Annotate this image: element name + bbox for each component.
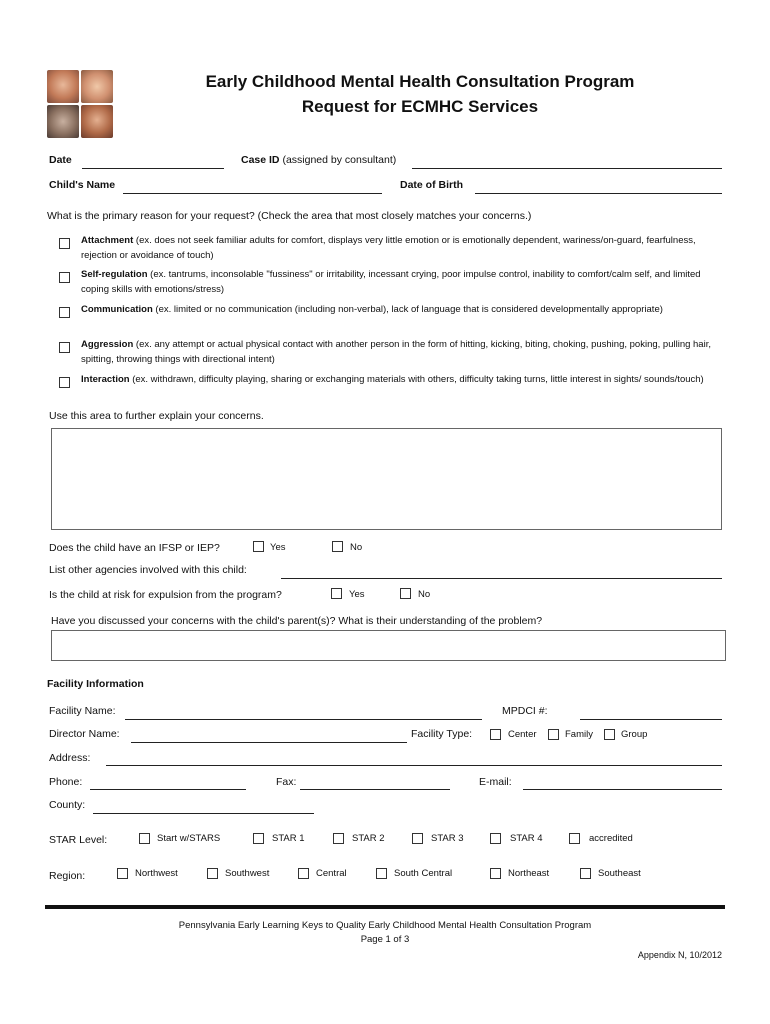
self-regulation-checkbox[interactable] bbox=[59, 272, 70, 283]
phone-field[interactable] bbox=[90, 789, 246, 790]
county-label: County: bbox=[49, 799, 86, 811]
interaction-title: Interaction bbox=[81, 374, 130, 385]
program-logo bbox=[47, 70, 113, 138]
type-center-label: Center bbox=[508, 729, 537, 740]
facility-name-label: Facility Name: bbox=[49, 705, 116, 717]
childs-name-label: Child's Name bbox=[49, 179, 116, 191]
email-field[interactable] bbox=[523, 789, 722, 790]
agencies-field[interactable] bbox=[281, 578, 722, 579]
agencies-label: List other agencies involved with this child: bbox=[49, 564, 247, 576]
region-central-label: Central bbox=[316, 868, 347, 879]
star-start-checkbox[interactable] bbox=[139, 833, 150, 844]
region-southeast-label: Southeast bbox=[598, 868, 641, 879]
logo-photo-4 bbox=[81, 105, 113, 138]
county-field[interactable] bbox=[93, 813, 314, 814]
expulsion-yes-checkbox[interactable] bbox=[331, 588, 342, 599]
aggression-title: Aggression bbox=[81, 339, 134, 350]
mpdci-label: MPDCI #: bbox=[502, 705, 548, 717]
region-central-checkbox[interactable] bbox=[298, 868, 309, 879]
accredited-checkbox[interactable] bbox=[569, 833, 580, 844]
concerns-textarea[interactable] bbox=[51, 428, 722, 530]
expulsion-no-checkbox[interactable] bbox=[400, 588, 411, 599]
type-family-checkbox[interactable] bbox=[548, 729, 559, 740]
ifsp-no-label: No bbox=[350, 542, 363, 553]
region-northwest-label: Northwest bbox=[135, 868, 178, 879]
type-family-label: Family bbox=[565, 729, 593, 740]
aggression-option bbox=[81, 337, 721, 367]
ifsp-no-checkbox[interactable] bbox=[332, 541, 343, 552]
case-id-note: (assigned by consultant) bbox=[279, 154, 397, 166]
region-south-central-checkbox[interactable] bbox=[376, 868, 387, 879]
star-level-label: STAR Level: bbox=[49, 834, 108, 846]
self-regulation-desc: (ex. tantrums, inconsolable "fussiness" or irritability, incessant crying, poor impulse control, inability to comfort/calm self, and limited coping skills with emotions/stress) bbox=[81, 269, 701, 295]
interaction-checkbox[interactable] bbox=[59, 377, 70, 388]
star-3-checkbox[interactable] bbox=[412, 833, 423, 844]
attachment-title: Attachment bbox=[81, 235, 134, 246]
director-name-label: Director Name: bbox=[49, 728, 120, 740]
communication-checkbox[interactable] bbox=[59, 307, 70, 318]
star-4-checkbox[interactable] bbox=[490, 833, 501, 844]
footer-appendix: Appendix N, 10/2012 bbox=[637, 950, 722, 960]
region-south-central-label: South Central bbox=[394, 868, 453, 879]
region-northwest-checkbox[interactable] bbox=[117, 868, 128, 879]
reason-question: What is the primary reason for your request? (Check the area that most closely matches your concerns.) bbox=[47, 210, 532, 222]
facility-type-label: Facility Type: bbox=[411, 728, 473, 740]
logo-photo-3 bbox=[47, 105, 79, 138]
date-label: Date bbox=[49, 154, 72, 166]
address-label: Address: bbox=[49, 752, 91, 764]
communication-option bbox=[81, 302, 721, 317]
star-start-label: Start w/STARS bbox=[157, 833, 221, 844]
self-regulation-option bbox=[81, 267, 721, 297]
case-id-field[interactable] bbox=[412, 168, 722, 169]
region-southwest-label: Southwest bbox=[225, 868, 270, 879]
attachment-option bbox=[81, 233, 721, 263]
discussed-question: Have you discussed your concerns with the child's parent(s)? What is their understanding of the problem? bbox=[51, 615, 543, 627]
region-northeast-label: Northeast bbox=[508, 868, 550, 879]
star-2-label: STAR 2 bbox=[352, 833, 385, 844]
ifsp-yes-checkbox[interactable] bbox=[253, 541, 264, 552]
star-3-label: STAR 3 bbox=[431, 833, 464, 844]
star-2-checkbox[interactable] bbox=[333, 833, 344, 844]
discussed-textarea[interactable] bbox=[51, 630, 726, 661]
expulsion-question: Is the child at risk for expulsion from the program? bbox=[49, 589, 282, 601]
aggression-desc: (ex. any attempt or actual physical contact with another person in the form of hitting, kicking, biting, choking, pushing, poking, pulling hair, spitting, throwing things with directional intent) bbox=[81, 339, 711, 365]
director-name-field[interactable] bbox=[131, 742, 407, 743]
document-subtitle: Request for ECMHC Services bbox=[301, 97, 539, 116]
accredited-label: accredited bbox=[589, 833, 633, 844]
email-label: E-mail: bbox=[479, 776, 512, 788]
self-regulation-title: Self-regulation bbox=[81, 269, 148, 280]
case-id-label bbox=[241, 154, 396, 166]
ifsp-question: Does the child have an IFSP or IEP? bbox=[49, 542, 220, 554]
region-northeast-checkbox[interactable] bbox=[490, 868, 501, 879]
logo-photo-1 bbox=[47, 70, 79, 103]
document-title: Early Childhood Mental Health Consultation Program bbox=[205, 72, 635, 91]
logo-photo-2 bbox=[81, 70, 113, 103]
type-group-checkbox[interactable] bbox=[604, 729, 615, 740]
aggression-checkbox[interactable] bbox=[59, 342, 70, 353]
communication-desc: (ex. limited or no communication (including non-verbal), lack of language that is considered developmentally appropriate) bbox=[152, 304, 663, 315]
date-of-birth-label: Date of Birth bbox=[400, 179, 463, 191]
fax-field[interactable] bbox=[300, 789, 450, 790]
date-field[interactable] bbox=[82, 168, 224, 169]
type-center-checkbox[interactable] bbox=[490, 729, 501, 740]
expulsion-no-label: No bbox=[418, 589, 431, 600]
type-group-label: Group bbox=[621, 729, 648, 740]
fax-label: Fax: bbox=[276, 776, 297, 788]
star-1-checkbox[interactable] bbox=[253, 833, 264, 844]
facility-heading: Facility Information bbox=[47, 678, 144, 690]
attachment-checkbox[interactable] bbox=[59, 238, 70, 249]
star-1-label: STAR 1 bbox=[272, 833, 305, 844]
footer-divider bbox=[45, 905, 725, 909]
date-of-birth-field[interactable] bbox=[475, 193, 722, 194]
case-id-bold: Case ID bbox=[241, 154, 280, 166]
region-label: Region: bbox=[49, 870, 86, 882]
interaction-option bbox=[81, 372, 721, 387]
ifsp-yes-label: Yes bbox=[270, 542, 286, 553]
interaction-desc: (ex. withdrawn, difficulty playing, sharing or exchanging materials with others, difficulty taking turns, little interest in sights/ sounds/touch) bbox=[129, 374, 704, 385]
mpdci-field[interactable] bbox=[580, 719, 722, 720]
region-southeast-checkbox[interactable] bbox=[580, 868, 591, 879]
attachment-desc: (ex. does not seek familiar adults for comfort, displays very little emotion or is emotionally dependent, wariness/on-guard, fearfulness, rejection or avoidance of touch) bbox=[81, 235, 696, 261]
footer-program: Pennsylvania Early Learning Keys to Quality Early Childhood Mental Health Consultation Program bbox=[178, 920, 592, 931]
communication-title: Communication bbox=[81, 304, 153, 315]
childs-name-field[interactable] bbox=[123, 193, 382, 194]
expulsion-yes-label: Yes bbox=[349, 589, 365, 600]
star-4-label: STAR 4 bbox=[510, 833, 543, 844]
address-field[interactable] bbox=[106, 765, 722, 766]
facility-name-field[interactable] bbox=[125, 719, 482, 720]
explain-label: Use this area to further explain your concerns. bbox=[49, 410, 264, 422]
region-southwest-checkbox[interactable] bbox=[207, 868, 218, 879]
phone-label: Phone: bbox=[49, 776, 83, 788]
footer-page-number: Page 1 of 3 bbox=[360, 934, 410, 945]
